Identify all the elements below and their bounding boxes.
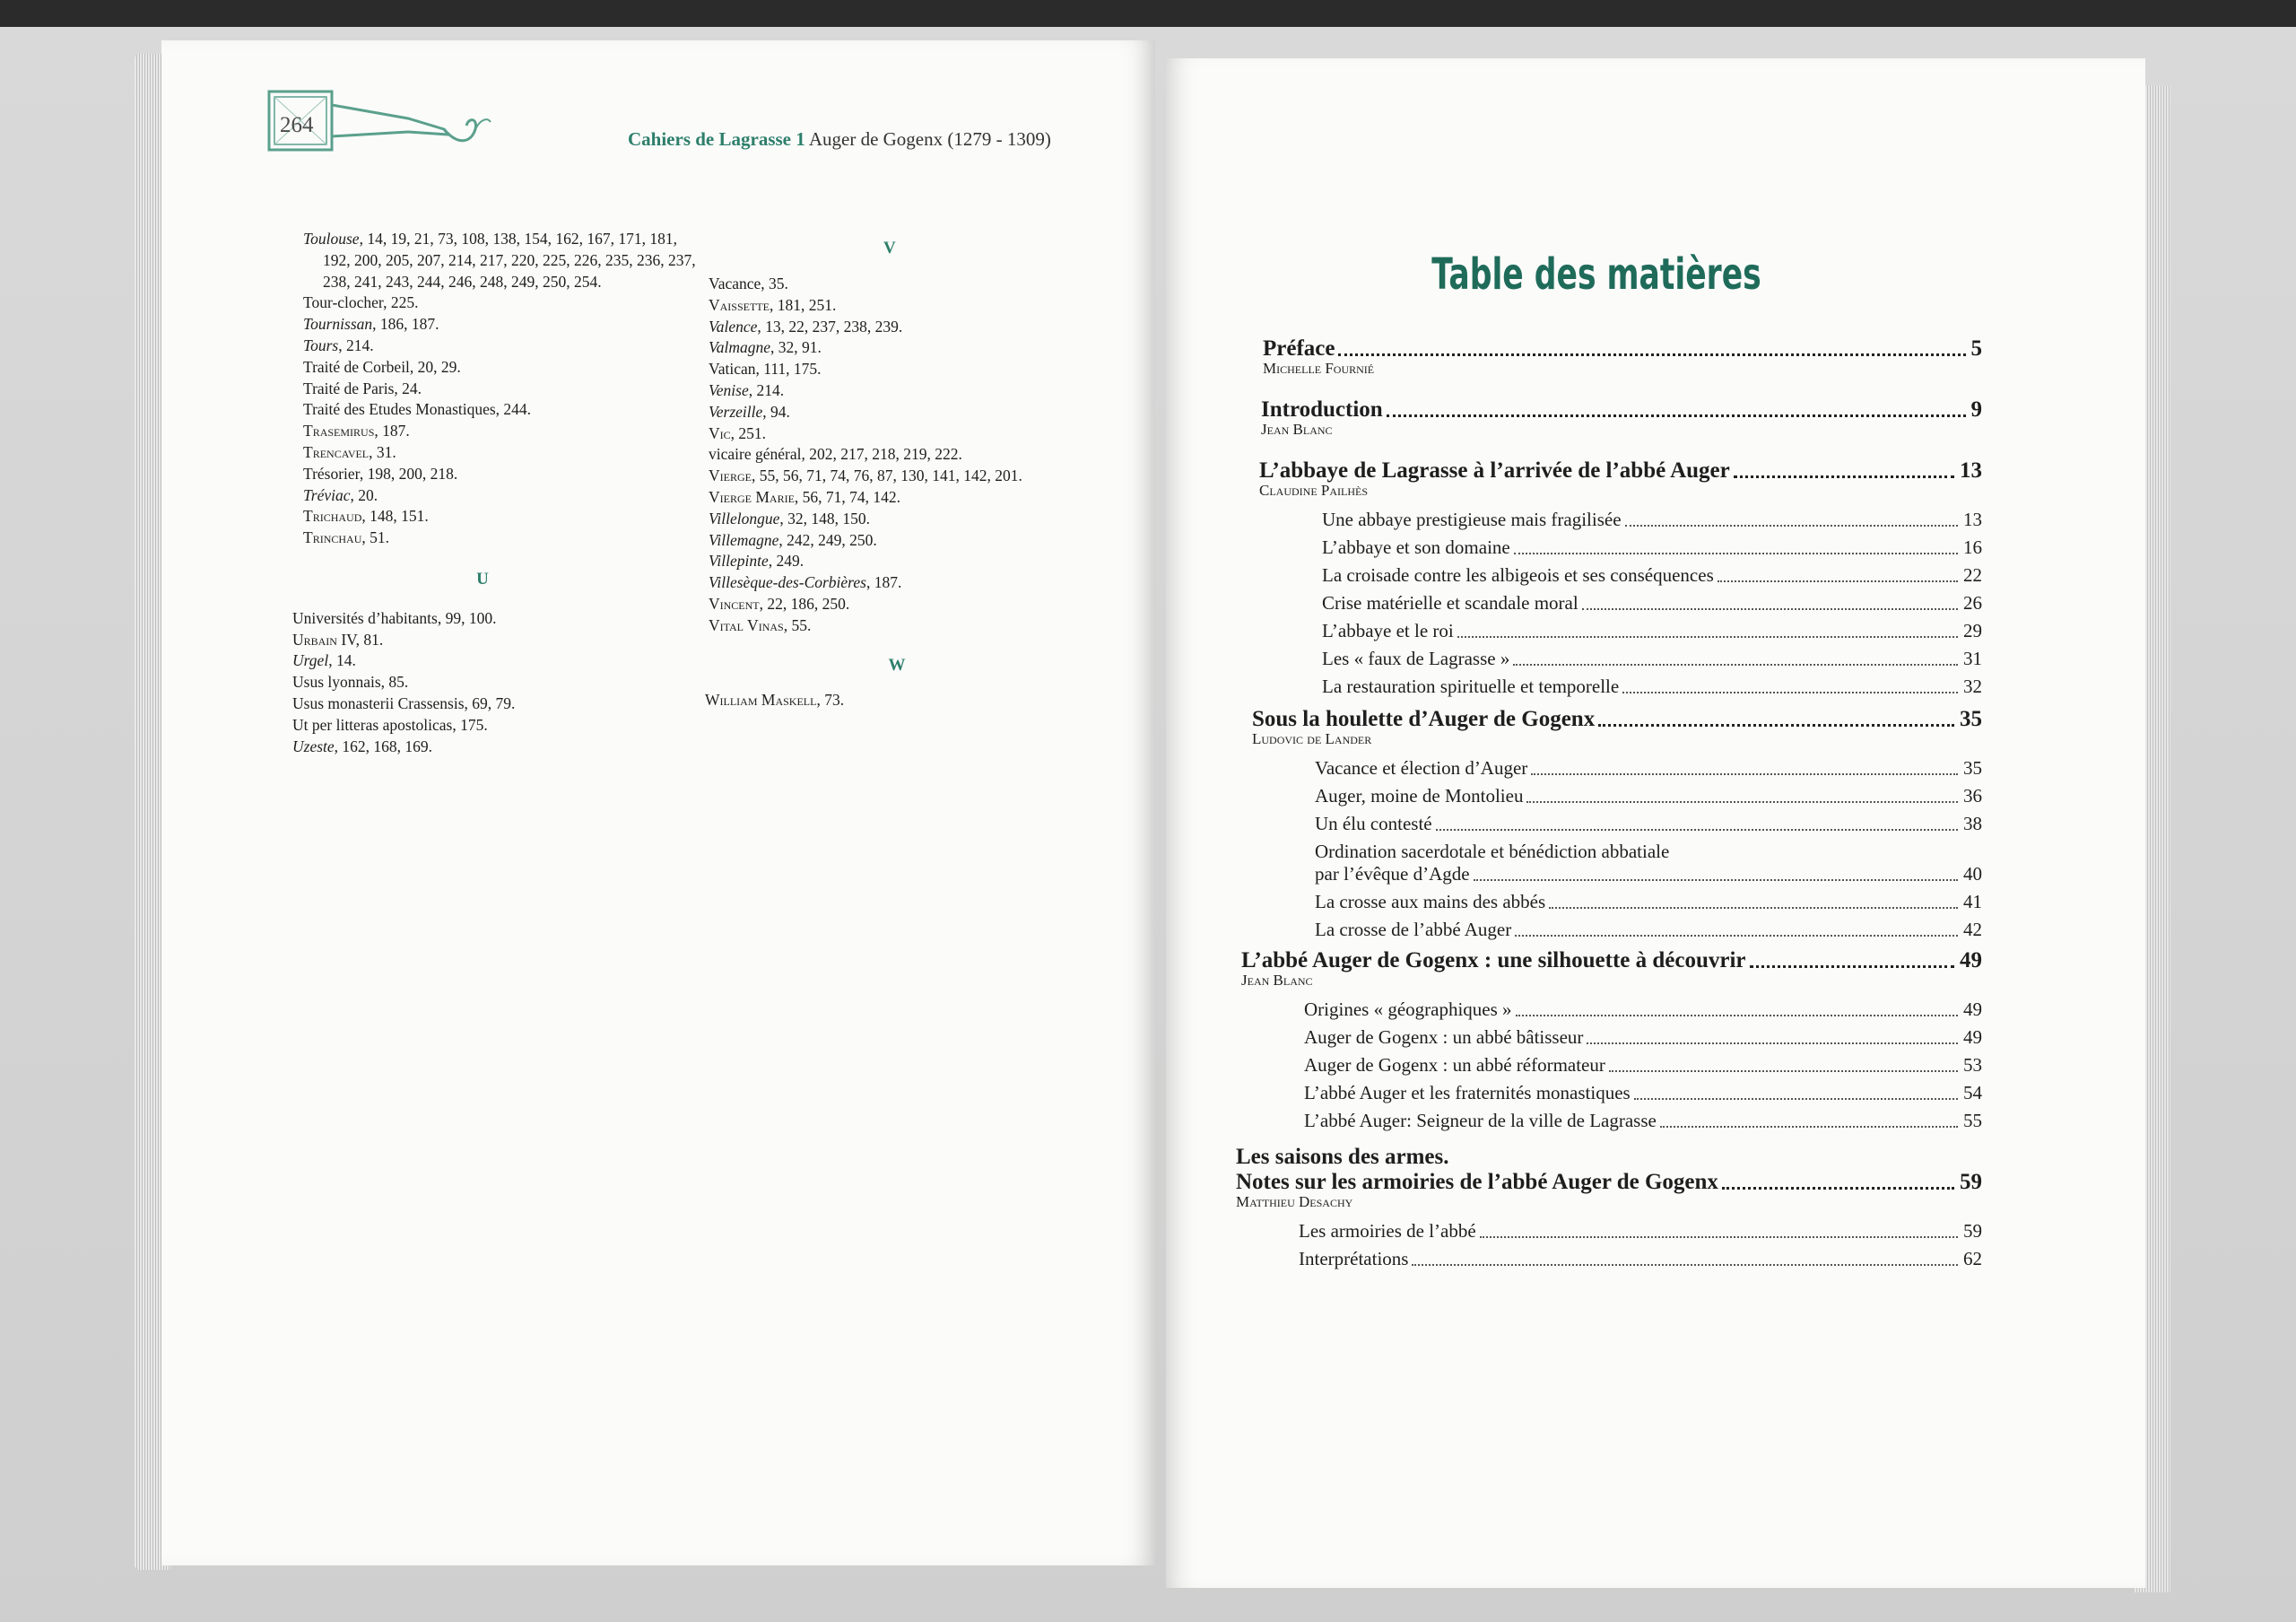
index-entry: Traité de Paris, 24. <box>303 379 422 397</box>
toc-page-number: 36 <box>1963 785 1982 807</box>
book-title: Auger de Gogenx (1279 - 1309) <box>808 128 1051 150</box>
toc-page-number: 62 <box>1963 1248 1982 1269</box>
toc-section[interactable] <box>1229 891 1982 913</box>
index-entry: Tour-clocher, 225. <box>303 293 419 312</box>
toc-label: Notes sur les armoiries de l’abbé Auger de Gogenx <box>1236 1170 1718 1194</box>
index-entry: Vacance, 35. <box>709 275 788 292</box>
index-entry: Trencavel, 31. <box>303 442 396 461</box>
index-entry: vicaire général, 202, 217, 218, 219, 222. <box>709 445 962 464</box>
index-entries-t <box>303 229 698 549</box>
index-entry: Vatican, 111, 175. <box>709 360 822 379</box>
toc-label: Auger de Gogenx : un abbé bâtisseur <box>1304 1026 1584 1048</box>
index-entry: Usus monasterii Crassensis, 69, 79. <box>292 693 516 712</box>
toc-page-number: 42 <box>1963 919 1982 940</box>
index-entries-w <box>705 690 1103 711</box>
toc-label: L’abbé Auger: Seigneur de la ville de Lagrasse <box>1304 1110 1657 1131</box>
toc-chapter[interactable] <box>1229 336 1982 378</box>
toc-page-number: 9 <box>1970 397 1982 422</box>
index-entry: Vic, 251. <box>709 423 767 442</box>
toc-section[interactable] <box>1229 1110 1982 1132</box>
toc-page-number: 32 <box>1963 676 1982 697</box>
index-entry: Urgel, 14. <box>292 651 356 670</box>
page-number: 264 <box>280 113 314 137</box>
dot-leader <box>1474 879 1958 881</box>
index-entry: Tréviac, 20. <box>303 485 378 504</box>
toc-page-number: 5 <box>1970 336 1982 361</box>
toc-label: L’abbaye et son domaine <box>1322 536 1510 558</box>
toc-page-number: 53 <box>1963 1054 1982 1076</box>
toc-chapter[interactable] <box>1229 1170 1982 1211</box>
index-entry: Trichaud, 148, 151. <box>303 507 429 526</box>
dot-leader <box>1734 475 1954 478</box>
toc-label: Vacance et élection d’Auger <box>1315 757 1528 779</box>
toc-label: Préface <box>1263 336 1335 361</box>
toc-label: Les saisons des armes. <box>1236 1145 1449 1169</box>
table-of-contents <box>1229 336 1982 1270</box>
index-entry: Villemagne, 242, 249, 250. <box>709 530 877 549</box>
toc-section[interactable] <box>1229 564 1982 587</box>
toc-section[interactable] <box>1229 1082 1982 1104</box>
dot-leader <box>1549 907 1958 909</box>
toc-author: Matthieu Desachy <box>1236 1193 1353 1210</box>
toc-title: Table des matières <box>1431 249 1761 300</box>
index-entry: Traité de Corbeil, 20, 29. <box>303 357 461 376</box>
toc-page-number: 40 <box>1963 863 1982 885</box>
toc-author: Jean Blanc <box>1241 972 1313 989</box>
index-column-1 <box>292 229 698 757</box>
toc-page-number: 22 <box>1963 564 1982 586</box>
toc-section[interactable] <box>1229 648 1982 670</box>
index-entry: Traité des Etudes Monastiques, 244. <box>303 400 532 419</box>
toc-section[interactable] <box>1229 841 1982 885</box>
toc-page-number: 54 <box>1963 1082 1982 1103</box>
toc-label: Les armoiries de l’abbé <box>1299 1220 1476 1242</box>
dot-leader <box>1718 580 1958 582</box>
dot-leader <box>1598 724 1954 727</box>
toc-label: L’abbé Auger de Gogenx : une silhouette à découvrir <box>1241 948 1746 972</box>
index-entry: Villelongue, 32, 148, 150. <box>709 509 870 528</box>
dot-leader <box>1625 525 1958 527</box>
toc-label: par l’évêque d’Agde <box>1315 863 1470 885</box>
running-head <box>628 128 1051 151</box>
toc-label: Introduction <box>1261 397 1383 422</box>
toc-page-number: 49 <box>1960 948 1982 972</box>
toc-author: Jean Blanc <box>1261 421 1333 438</box>
index-entry: Villesèque-des-Corbières, 187. <box>709 573 902 592</box>
index-entry: Vierge, 55, 56, 71, 74, 76, 87, 130, 141, 142, 201. <box>709 467 1022 485</box>
index-column-2 <box>705 239 1103 711</box>
toc-section[interactable] <box>1229 592 1982 615</box>
toc-page-number: 59 <box>1960 1170 1982 1194</box>
index-entry: Verzeille, 94. <box>709 402 790 421</box>
dot-leader <box>1609 1070 1958 1072</box>
index-letter-u: U <box>476 569 489 589</box>
toc-label: Un élu contesté <box>1315 813 1432 834</box>
index-entry: Trinchau, 51. <box>303 528 389 547</box>
index-entry: Valence, 13, 22, 237, 238, 239. <box>709 317 903 336</box>
index-entry: Urbain IV, 81. <box>292 630 384 649</box>
index-entry: Vaissette, 181, 251. <box>709 295 837 314</box>
toc-heading[interactable] <box>1229 1145 1982 1170</box>
index-letter-v: V <box>883 239 896 257</box>
toc-label: La crosse de l’abbé Auger <box>1315 919 1512 940</box>
index-entry: Tournissan, 186, 187. <box>303 315 439 334</box>
toc-label: La restauration spirituelle et temporelle <box>1322 676 1620 697</box>
toc-label: Sous la houlette d’Auger de Gogenx <box>1252 707 1596 731</box>
toc-section[interactable] <box>1229 1054 1982 1077</box>
toc-section[interactable] <box>1229 813 1982 835</box>
dot-leader <box>1722 1187 1954 1190</box>
toc-label: Les « faux de Lagrasse » <box>1322 648 1510 669</box>
toc-section[interactable] <box>1229 1026 1982 1049</box>
toc-label: Une abbaye prestigieuse mais fragilisée <box>1322 509 1622 530</box>
dot-leader <box>1750 965 1954 968</box>
toc-label: Auger, moine de Montolieu <box>1315 785 1524 807</box>
dot-leader <box>1338 353 1965 356</box>
toc-section[interactable] <box>1229 919 1982 941</box>
toc-section[interactable] <box>1229 757 1982 780</box>
toc-page-number: 41 <box>1963 891 1982 912</box>
toc-page-number: 59 <box>1963 1220 1982 1242</box>
dot-leader <box>1660 1126 1958 1128</box>
toc-label: La croisade contre les albigeois et ses conséquences <box>1322 564 1714 586</box>
toc-author: Michelle Fournié <box>1263 360 1375 377</box>
toc-page-number: 13 <box>1960 458 1982 483</box>
toc-page-number: 49 <box>1963 998 1982 1020</box>
index-entry: Uzeste, 162, 168, 169. <box>292 737 433 755</box>
toc-page-number: 26 <box>1963 592 1982 614</box>
toc-label: Auger de Gogenx : un abbé réformateur <box>1304 1054 1605 1076</box>
toc-label: La crosse aux mains des abbés <box>1315 891 1546 912</box>
toc-author: Ludovic de Lander <box>1252 730 1372 747</box>
index-entry: Usus lyonnais, 85. <box>292 673 409 692</box>
toc-label: L’abbé Auger et les fraternités monastiques <box>1304 1082 1631 1103</box>
dot-leader <box>1412 1264 1958 1266</box>
toc-label-line1: Ordination sacerdotale et bénédiction abbatiale <box>1315 841 1670 862</box>
dot-leader <box>1526 801 1958 803</box>
toc-section[interactable] <box>1229 785 1982 807</box>
toc-author: Claudine Pailhès <box>1259 482 1369 499</box>
toc-chapter[interactable] <box>1229 707 1982 748</box>
toc-section[interactable] <box>1229 1248 1982 1270</box>
toc-section[interactable] <box>1229 1220 1982 1243</box>
toc-section[interactable] <box>1229 620 1982 642</box>
toc-label: Interprétations <box>1299 1248 1409 1269</box>
toc-page-number: 31 <box>1963 648 1982 669</box>
toc-label: L’abbaye et le roi <box>1322 620 1454 641</box>
toc-page-number: 55 <box>1963 1110 1982 1131</box>
index-letter-w: W <box>888 655 906 675</box>
dot-leader <box>1515 935 1958 937</box>
index-entries-u <box>292 608 698 758</box>
toc-page-number: 49 <box>1963 1026 1982 1048</box>
toc-section[interactable] <box>1229 509 1982 531</box>
index-entry: Vital Vinas, 55. <box>709 615 812 634</box>
dot-leader <box>1634 1098 1958 1100</box>
toc-page-number: 29 <box>1963 620 1982 641</box>
index-entry: Vincent, 22, 186, 250. <box>709 594 850 613</box>
index-entry: Valmagne, 32, 91. <box>709 338 822 357</box>
dot-leader <box>1513 664 1958 666</box>
index-entry: Universités d’habitants, 99, 100. <box>292 608 497 627</box>
toc-label: Crise matérielle et scandale moral <box>1322 592 1578 614</box>
dot-leader <box>1531 773 1958 775</box>
toc-chapter[interactable] <box>1229 458 1982 500</box>
dot-leader <box>1436 829 1958 831</box>
dot-leader <box>1516 1015 1958 1016</box>
index-entry: Venise, 214. <box>709 380 785 399</box>
toc-page-number: 16 <box>1963 536 1982 558</box>
dot-leader <box>1480 1236 1958 1238</box>
dot-leader <box>1514 553 1958 554</box>
toc-chapter[interactable] <box>1229 948 1982 990</box>
toc-page-number: 35 <box>1963 757 1982 779</box>
toc-chapter[interactable] <box>1229 397 1982 439</box>
series-title: Cahiers de Lagrasse 1 <box>628 128 805 150</box>
dot-leader <box>1457 636 1958 638</box>
index-entry: Trasemirus, 187. <box>303 422 410 440</box>
toc-label: L’abbaye de Lagrasse à l’arrivée de l’abbé Auger <box>1259 458 1730 483</box>
toc-page-number: 38 <box>1963 813 1982 834</box>
index-entry: Toulouse, 14, 19, 21, 73, 108, 138, 154, 162, 167, 171, 181, 192, 200, 205, 207, 214, 217, 220, 225, 226, 235, 236, 237, 238, 241, 243, 244, 246, 248, 249, 250, 254. <box>303 230 696 291</box>
toc-section[interactable] <box>1229 998 1982 1021</box>
dot-leader <box>1387 414 1966 417</box>
index-entry: Tours, 214. <box>303 336 374 354</box>
toc-page-number: 13 <box>1963 509 1982 530</box>
index-entries-v <box>709 274 1103 637</box>
index-entry: Ut per litteras apostolicas, 175. <box>292 715 488 734</box>
dot-leader <box>1622 692 1958 693</box>
toc-section[interactable] <box>1229 676 1982 698</box>
index-entry: Vierge Marie, 56, 71, 74, 142. <box>709 487 901 506</box>
toc-page-number: 35 <box>1960 707 1982 731</box>
dot-leader <box>1587 1042 1958 1044</box>
dot-leader <box>1582 608 1958 610</box>
toc-section[interactable] <box>1229 536 1982 559</box>
index-entry: Trésorier, 198, 200, 218. <box>303 464 458 483</box>
index-entry: William Maskell, 73. <box>705 691 845 710</box>
index-entry: Villepinte, 249. <box>709 552 804 571</box>
toc-label: Origines « géographiques » <box>1304 998 1512 1020</box>
